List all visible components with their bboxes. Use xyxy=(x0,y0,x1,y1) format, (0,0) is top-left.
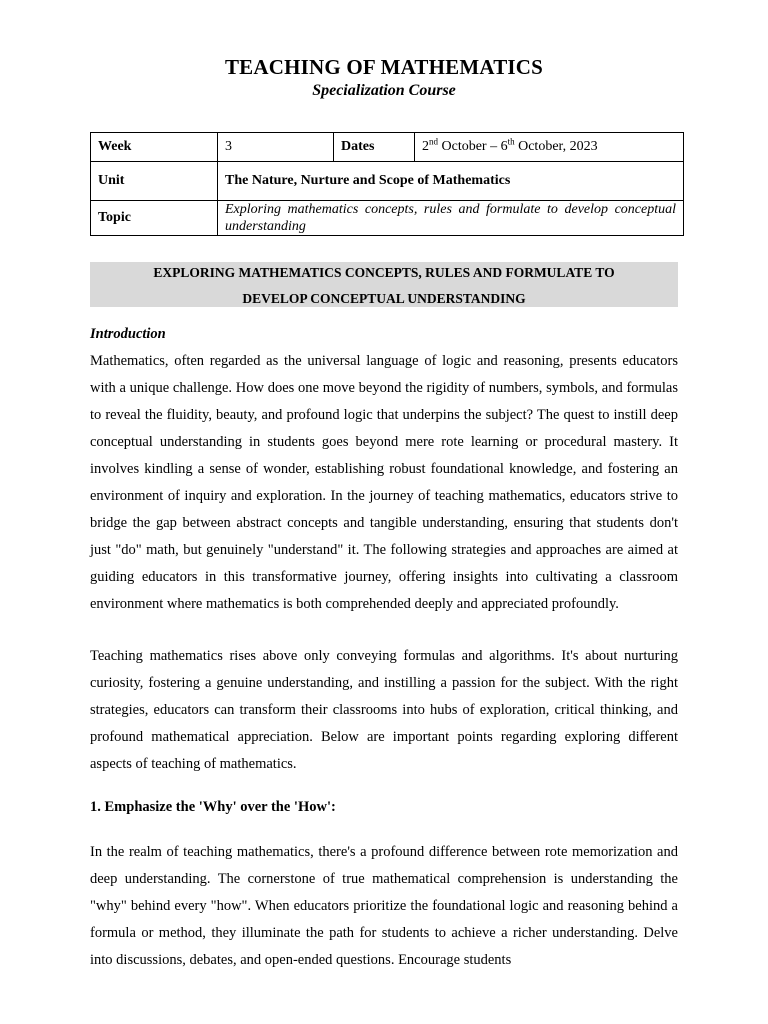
week-label: Week xyxy=(91,133,218,162)
introduction-paragraph-1: Mathematics, often regarded as the universal language of logic and reasoning, presents educators with a unique challenge. How does one move beyond the rigidity of numbers, symbols, and formulas to reveal the fluidity, beauty, and profound logic that underpins the subject? The quest to instill deep conceptual understanding in students goes beyond mere rote learning or procedural mastery. It involves kindling a sense of wonder, establishing robust foundational knowledge, and fostering an environment of inquiry and exploration. In the journey of teaching mathematics, educators strive to bridge the gap between abstract concepts and tangible understanding, ensuring that students don't just "do" math, but genuinely "understand" it. The following strategies and approaches are aimed at guiding educators in this transformative journey, offering insights into cultivating a classroom environment where mathematics is both comprehended deeply and appreciated profoundly. xyxy=(90,353,678,612)
dates-value xyxy=(415,133,684,162)
date-end: October, 2023 xyxy=(514,139,598,154)
unit-value: The Nature, Nurture and Scope of Mathematics xyxy=(218,162,684,201)
dates-label: Dates xyxy=(334,133,415,162)
course-info-table xyxy=(90,132,684,236)
table-row xyxy=(91,162,684,201)
banner-line-1: EXPLORING MATHEMATICS CONCEPTS, RULES AND FORMULATE TO xyxy=(153,265,615,280)
date-middle: October – 6 xyxy=(438,139,508,154)
introduction-paragraph-2: Teaching mathematics rises above only conveying formulas and algorithms. It's about nurturing curiosity, fostering a genuine understanding, and instilling a passion for the subject. With the right strategies, educators can transform their classrooms into hubs of exploration, critical thinking, and profound mathematical appreciation. Below are important points regarding exploring different aspects of teaching of mathematics. xyxy=(90,648,678,772)
section-1-heading: 1. Emphasize the 'Why' over the 'How': xyxy=(90,799,336,815)
date-end-suffix: th xyxy=(507,136,515,147)
document-subtitle: Specialization Course xyxy=(312,82,456,99)
document-title: TEACHING OF MATHEMATICS xyxy=(224,55,544,79)
unit-label: Unit xyxy=(91,162,218,201)
date-start-day: 2 xyxy=(422,139,429,154)
banner-line-2: DEVELOP CONCEPTUAL UNDERSTANDING xyxy=(242,291,526,306)
week-value: 3 xyxy=(218,133,334,162)
topic-value: Exploring mathematics concepts, rules and formulate to develop conceptual understanding xyxy=(218,201,684,236)
date-start-suffix: nd xyxy=(429,136,438,147)
section-1-paragraph: In the realm of teaching mathematics, there's a profound difference between rote memorization and deep understanding. The cornerstone of true mathematical comprehension is understanding the "why" behind every "how". When educators prioritize the foundational logic and reasoning behind a formula or method, they illuminate the path for students to achieve a richer understanding. Delve into discussions, debates, and open-ended questions. Encourage students xyxy=(90,844,678,968)
table-row xyxy=(91,133,684,162)
topic-label: Topic xyxy=(91,201,218,236)
table-row xyxy=(91,201,684,236)
introduction-heading: Introduction xyxy=(90,326,166,342)
section-banner xyxy=(90,262,678,307)
